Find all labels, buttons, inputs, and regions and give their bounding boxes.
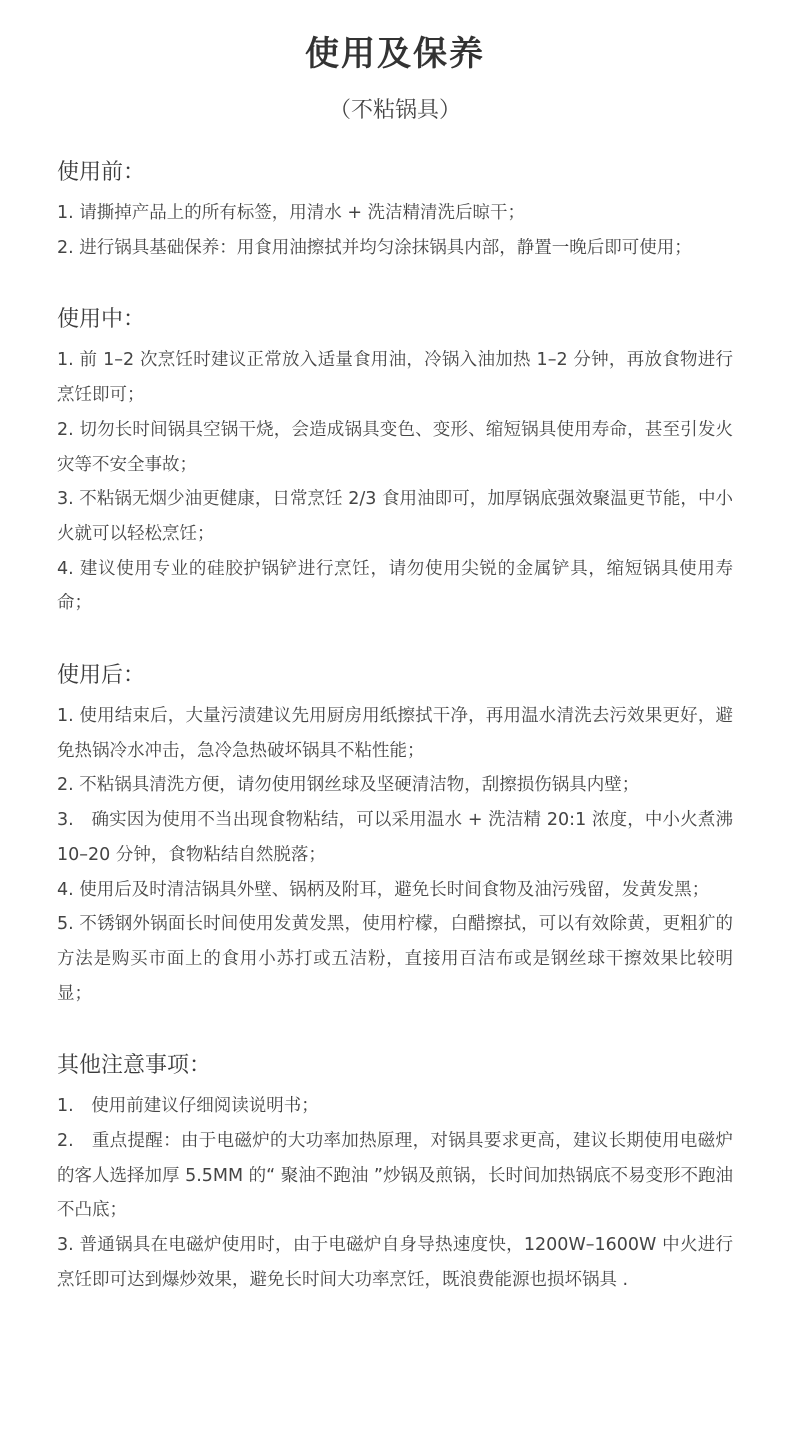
section-heading: 使用中： [57,307,146,333]
instruction-item: 1. 使用结束后，大量污渍建议先用厨房用纸擦拭干净，再用温水清洗去污效果更好，避免热锅冷水冲击，急冷急热破坏锅具不粘性能； [57,706,733,761]
instruction-list [57,196,733,265]
section-during-use [57,305,733,621]
section-heading: 其他注意事项： [57,1053,212,1079]
page-title: 使用及保养 [305,34,485,74]
instruction-item: 4. 建议使用专业的硅胶护锅铲进行烹饪，请勿使用尖锐的金属铲具，缩短锅具使用寿命； [57,558,733,614]
instruction-list [57,1089,733,1297]
section-before-use [57,158,733,265]
instruction-item: 2. 切勿长时间锅具空锅干烧，会造成锅具变色、变形、缩短锅具使用寿命，甚至引发火灾等不安全事故； [57,419,733,475]
instruction-item: 1. 前 1–2 次烹饪时建议正常放入适量食用油，冷锅入油加热 1–2 分钟，再放食物进行烹饪即可； [57,350,733,406]
instruction-item: 1. 使用前建议仔细阅读说明书； [57,1096,319,1117]
instruction-item: 3. 不粘锅无烟少油更健康，日常烹饪 2/3 食用油即可，加厚锅底强效聚温更节能，中小火就可以轻松烹饪； [57,489,733,544]
instruction-item: 2. 进行锅具基础保养：用食用油擦拭并均匀涂抹锅具内部，静置一晚后即可使用； [57,237,692,258]
instruction-item: 3. 普通锅具在电磁炉使用时，由于电磁炉自身导热速度快，1200W–1600W 中火进行烹饪即可达到爆炒效果，避免长时间大功率烹饪，既浪费能源也损坏锅具 . [57,1235,733,1290]
section-after-use [57,661,733,1011]
section-heading: 使用后： [57,663,146,689]
instruction-item: 1. 请撕掉产品上的所有标签，用清水 + 洗洁精清洗后晾干； [57,203,526,223]
instruction-list [57,699,733,1011]
instruction-item: 4. 使用后及时清洁锅具外壁、锅柄及附耳，避免长时间食物及油污残留，发黄发黑； [57,879,710,900]
section-other-notes [57,1051,733,1297]
instruction-item: 3. 确实因为使用不当出现食物粘结，可以采用温水 + 洗洁精 20:1 浓度，中小火煮沸 10–20 分钟，食物粘结自然脱落； [57,810,733,865]
section-heading: 使用前： [57,160,146,185]
page-subtitle: （不粘锅具） [328,98,461,123]
instruction-item: 2. 不粘锅具清洗方便，请勿使用钢丝球及坚硬清洁物，刮擦损伤锅具内壁； [57,775,640,796]
instruction-item: 5. 不锈钢外锅面长时间使用发黄发黑，使用柠檬，白醋擦拭，可以有效除黄，更粗犷的方法是购买市面上的食用小苏打或五洁粉，直接用百洁布或是钢丝球干擦效果比较明显； [57,914,733,1004]
instruction-list [57,343,733,621]
instruction-item: 2. 重点提醒：由于电磁炉的大功率加热原理，对锅具要求更高，建议长期使用电磁炉的客人选择加厚 5.5MM 的“ 聚油不跑油 ”炒锅及煎锅，长时间加热锅底不易变形不跑油不凸底； [57,1131,733,1221]
